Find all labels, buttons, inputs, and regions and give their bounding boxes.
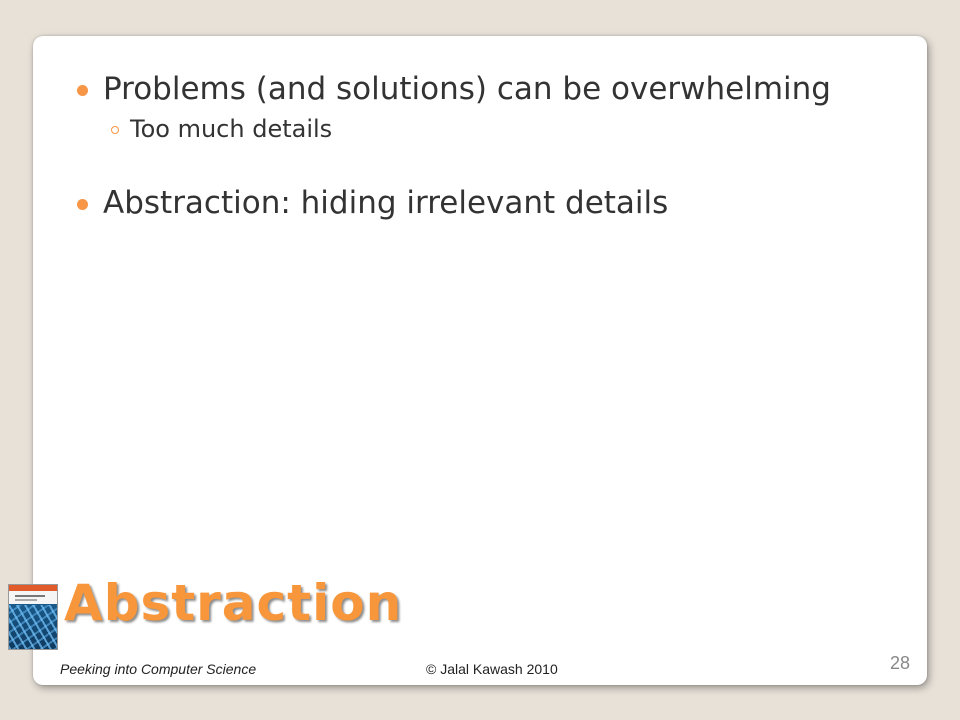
bullet-dot-icon — [77, 199, 88, 210]
bullet-item — [77, 70, 897, 108]
bullet-text: Abstraction: hiding irrelevant details — [103, 185, 669, 221]
sub-bullet-ring-icon — [111, 126, 119, 134]
bullet-item — [77, 184, 897, 222]
sub-bullet-text: Too much details — [130, 115, 333, 143]
bullet-list — [77, 70, 897, 222]
footer-course-name: Peeking into Computer Science — [60, 661, 257, 677]
book-cover-icon — [8, 584, 58, 650]
bullet-dot-icon — [77, 85, 88, 96]
bullet-text: Problems (and solutions) can be overwhelming — [103, 71, 831, 107]
footer-copyright: © Jalal Kawash 2010 — [426, 661, 558, 677]
sub-bullet-item — [77, 114, 897, 144]
page-number: 28 — [890, 653, 911, 673]
slide-title: Abstraction — [64, 574, 403, 632]
